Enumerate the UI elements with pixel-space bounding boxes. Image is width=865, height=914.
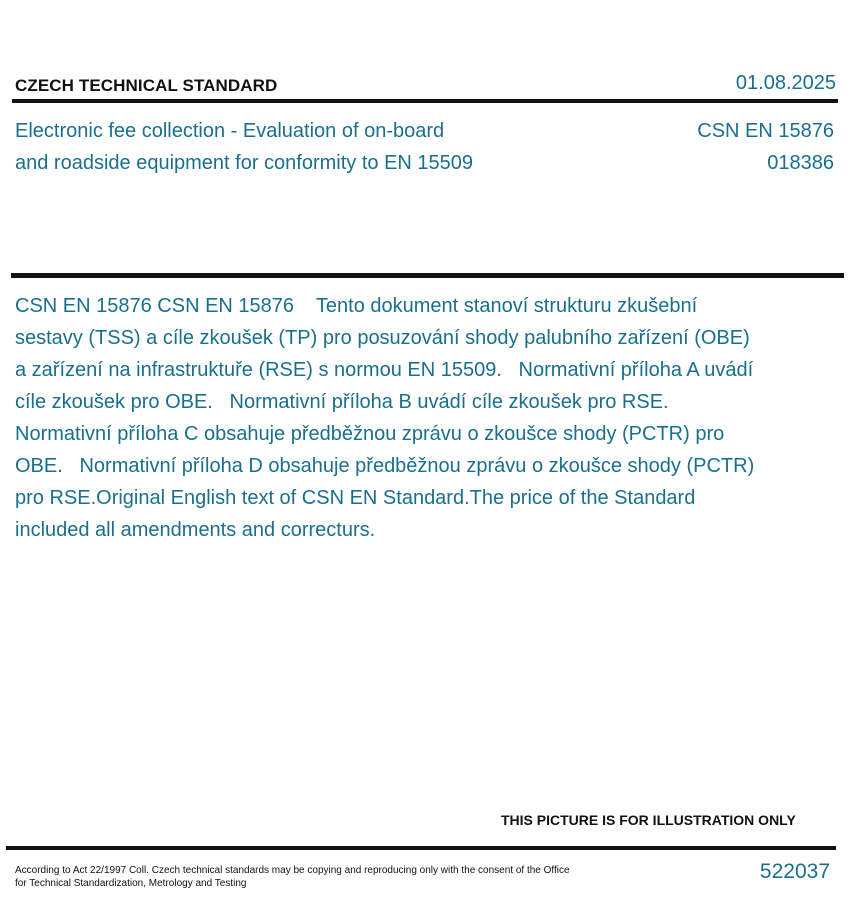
legal-notice — [15, 864, 595, 890]
standard-meta — [697, 115, 834, 179]
footer-divider — [6, 846, 836, 850]
header-divider — [12, 99, 838, 103]
publication-date: 01.08.2025 — [735, 72, 836, 94]
legal-notice-line-2: for Technical Standardization, Metrology and Testing — [15, 878, 247, 889]
standard-title — [15, 115, 575, 179]
section-divider — [11, 273, 844, 278]
illustration-disclaimer: THIS PICTURE IS FOR ILLUSTRATION ONLY — [501, 812, 796, 828]
standard-title-line-1: Electronic fee collection - Evaluation of on-board — [15, 120, 445, 142]
standard-title-line-2: and roadside equipment for conformity to EN 15509 — [15, 152, 474, 174]
footer-number: 522037 — [759, 860, 830, 883]
standard-abstract: CSN EN 15876 CSN EN 15876 Tento dokument stanoví strukturu zkušební sestavy (TSS) a cíle zkoušek (TP) pro posuzování shody palubního zařízení (OBE) a zařízení na infrastruktuře (RSE) s normou EN 15509. Normativní příloha A uvádí cíle zkoušek pro OBE. Normativní příloha B uvádí cíle zkoušek pro RSE. Normativní příloha C obsahuje předběžnou zprávu o zkoušce shody (PCTR) pro OBE. Normativní příloha D obsahuje předběžnou zprávu o zkoušce shody (PCTR) pro RSE.Original English text of CSN EN Standard.The price of the Standard included all amendments and correcturs. — [15, 295, 760, 541]
standard-code: CSN EN 15876 — [697, 120, 834, 142]
legal-notice-line-1: According to Act 22/1997 Coll. Czech technical standards may be copying and reproducing only with the consent of the Office — [15, 865, 570, 876]
document-type-label: CZECH TECHNICAL STANDARD — [15, 76, 278, 95]
catalog-number: 018386 — [767, 152, 834, 174]
